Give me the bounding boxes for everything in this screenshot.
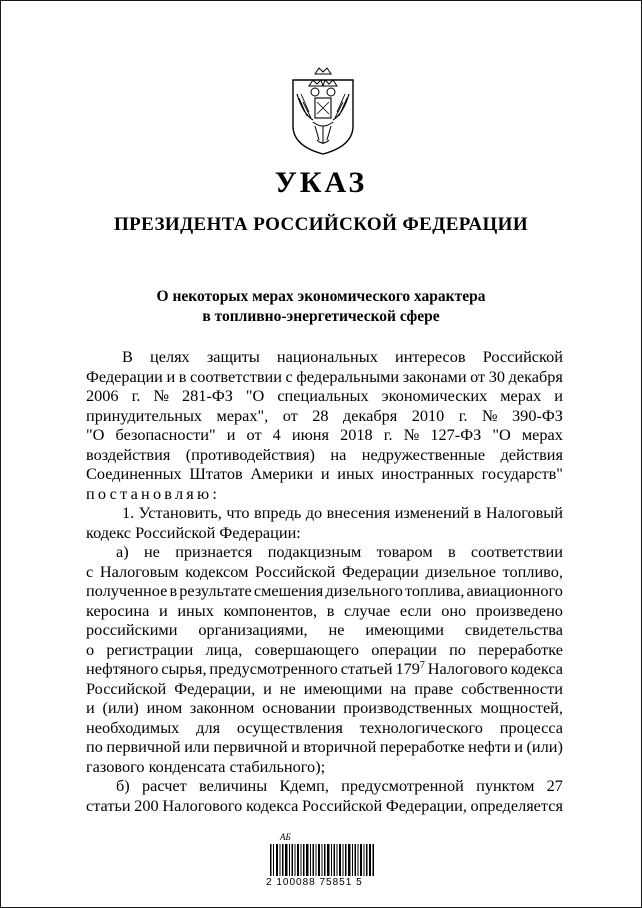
body-line: и (или) ином законном основании производственных мощностей,	[86, 698, 563, 717]
decree-body	[86, 347, 563, 815]
body-line: кодекс Российской Федерации:	[86, 522, 301, 542]
document-subtitle: ПРЕЗИДЕНТА РОССИЙСКОЙ ФЕДЕРАЦИИ	[113, 214, 529, 235]
body-line: российскими организациями, не имеющими свидетельства	[86, 620, 563, 639]
body-line: керосина и иных компонентов, в случае если оно произведено	[86, 600, 563, 620]
body-line: Соединенных Штатов Америки и иных иностранных государств"	[86, 464, 563, 483]
body-line: "О безопасности" и от 4 июня 2018 г. № 127-ФЗ "О мерах	[86, 425, 563, 444]
subject-line: О некоторых мерах экономического характера	[156, 288, 486, 305]
subject-line: в топливно-энергетической сфере	[202, 308, 440, 325]
body-line: Федерации и в соответствии с федеральными законами от 30 декабря	[86, 366, 563, 386]
body-line: нефтяного сырья, предусмотренного статьей $179^7$ Налогового кодекса	[86, 659, 563, 678]
barcode-number: 2 100088 75851 5	[266, 877, 363, 888]
body-line: необходимых для осуществления технологического процесса	[86, 717, 563, 737]
barcode	[262, 832, 382, 892]
body-line: постановляю:	[86, 483, 221, 503]
body-line: воздействия (противодействия) на недружественные действия	[86, 444, 563, 464]
body-line: а) не признается подакцизным товаром в соответствии	[116, 542, 563, 561]
body-line: статьи 200 Налогового кодекса Российской Федерации, определяется	[86, 795, 563, 815]
body-line: газового конденсата стабильного);	[86, 756, 326, 776]
body-line: полученное в результате смешения дизельного топлива, авиационного	[86, 581, 563, 600]
body-line: 2006 г. № 281-ФЗ "О специальных экономических мерах и	[86, 386, 563, 405]
body-line: с Налоговым кодексом Российской Федерации дизельное топливо,	[86, 561, 563, 581]
body-line: о регистрации лица, совершающего операции по переработке	[86, 639, 563, 659]
body-line: Российской Федерации, и не имеющими на праве собственности	[86, 678, 563, 698]
barcode-mark: АБ	[280, 832, 291, 842]
russian-coat-of-arms-emblem	[289, 64, 357, 156]
body-line: по первичной или первичной и вторичной переработке нефти и (или)	[86, 737, 563, 756]
body-line: 1. Установить, что впредь до внесения изменений в Налоговый	[122, 503, 563, 522]
body-line: б) расчет величины Кдемп, предусмотренной пунктом 27	[116, 776, 563, 795]
document-title: УКАЗ	[274, 166, 368, 199]
barcode-bars	[270, 844, 374, 876]
decree-subject	[0, 287, 642, 327]
article-reference: $179^7$	[395, 659, 425, 678]
body-line: принудительных мерах", от 28 декабря 2010 г. № 390-ФЗ	[86, 405, 563, 425]
body-line: В целях защиты национальных интересов Российской	[122, 347, 563, 366]
